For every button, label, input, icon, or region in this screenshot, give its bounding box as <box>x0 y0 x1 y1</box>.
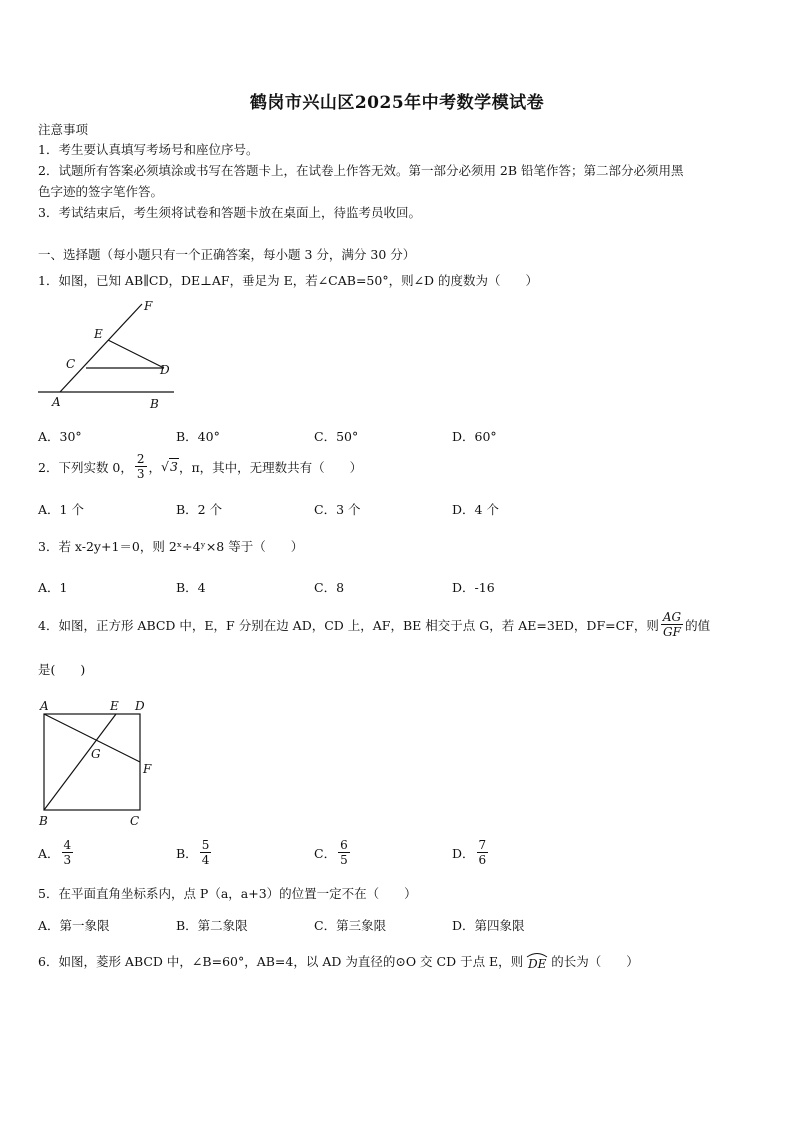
q4-option-b-num: 5 <box>201 838 210 852</box>
notice-heading: 注意事项 <box>38 122 89 137</box>
q3-option-b[interactable]: B．4 <box>176 580 206 595</box>
q4-text-main: 4．如图，正方形 ABCD 中，E，F 分别在边 AD，CD 上，AF，BE 相交于点 G，若 AE=3ED，DF=CF，则 <box>38 617 659 633</box>
label-a: A <box>40 699 49 713</box>
q4-option-c-num: 6 <box>340 838 348 852</box>
question-4-text <box>38 610 710 639</box>
label-c: C <box>66 357 76 371</box>
q4-frac-num: AG <box>662 610 682 624</box>
q4-option-b-label: B． <box>176 845 198 861</box>
line-de <box>108 340 164 368</box>
question-2-text <box>38 452 362 481</box>
q5-option-d[interactable]: D．第四象限 <box>452 918 525 933</box>
q4-option-a-num: 4 <box>63 838 72 852</box>
question-1-figure <box>36 298 176 414</box>
label-d: D <box>160 363 170 377</box>
q1-option-a[interactable]: A．30° <box>38 429 82 444</box>
q4-option-c-den: 5 <box>340 853 348 867</box>
square-abcd <box>44 714 140 810</box>
q5-option-c[interactable]: C．第三象限 <box>314 918 387 933</box>
notice-item-2-cont: 色字迹的签字笔作答。 <box>38 184 164 199</box>
q4-option-a-label: A． <box>38 845 60 861</box>
q4-frac-den: GF <box>663 625 681 639</box>
label-e: E <box>110 699 119 713</box>
q2-fraction <box>135 452 147 481</box>
q6-arc <box>526 952 548 970</box>
label-g: G <box>91 747 101 761</box>
q2-post: ，π，其中，无理数共有（ ） <box>178 459 363 475</box>
label-d: D <box>135 699 145 713</box>
q2-pre: 2．下列实数 0， <box>38 459 133 475</box>
label-a: A <box>52 395 61 409</box>
q6-text-main: 6．如图，菱形 ABCD 中，∠B=60°，AB=4，以 AD 为直径的⊙O 交 CD 于点 E，则 <box>38 954 524 969</box>
q4-option-c-frac <box>338 838 350 867</box>
label-b: B <box>39 814 48 828</box>
q4-fraction <box>661 610 683 639</box>
label-c: C <box>130 814 140 828</box>
q5-option-b[interactable]: B．第二象限 <box>176 918 248 933</box>
question-4-figure <box>36 696 160 830</box>
question-5-text: 5．在平面直角坐标系内，点 P（a，a+3）的位置一定不在（ ） <box>38 886 417 901</box>
notice-item-1: 1．考生要认真填写考场号和座位序号。 <box>38 142 259 157</box>
q4-option-a-den: 3 <box>63 853 72 867</box>
q1-option-c[interactable]: C．50° <box>314 429 359 444</box>
q2-option-a[interactable]: A．1 个 <box>38 502 84 517</box>
q4-option-c[interactable] <box>314 838 352 867</box>
q3-option-a[interactable]: A．1 <box>38 580 68 595</box>
line-af <box>60 304 142 392</box>
notice-item-2: 2．试题所有答案必须填涂或书写在答题卡上，在试卷上作答无效。第一部分必须用 2B 铅笔作答；第二部分必须用黑 <box>38 163 684 178</box>
line-be <box>44 714 116 810</box>
q5-option-a[interactable]: A．第一象限 <box>38 918 110 933</box>
question-6-text <box>38 952 639 970</box>
q3-option-c[interactable]: C．8 <box>314 580 345 595</box>
q4-option-b-frac <box>200 838 212 867</box>
page-title: 鹤岗市兴山区2025年中考数学模试卷 <box>249 93 545 113</box>
q4-option-d-num: 7 <box>478 838 487 852</box>
question-1-text: 1．如图，已知 AB∥CD，DE⊥AF，垂足为 E，若∠CAB=50°，则∠D 的度数为（ ） <box>38 273 539 288</box>
q6-after: 的长为（ ） <box>551 954 639 969</box>
q3-option-d[interactable]: D．-16 <box>452 580 495 595</box>
q4-option-d-den: 6 <box>478 853 487 867</box>
q4-option-d-frac <box>477 838 489 867</box>
q4-after: 的值 <box>685 617 711 633</box>
question-4-line2: 是( ) <box>38 662 86 677</box>
label-b: B <box>150 397 159 411</box>
question-3-text: 3．若 x-2y+1＝0，则 2ˣ÷4ʸ×8 等于（ ） <box>38 539 304 554</box>
q2-frac-num: 2 <box>136 452 145 466</box>
q1-option-b[interactable]: B．40° <box>176 429 220 444</box>
label-f: F <box>144 299 153 313</box>
q4-option-d[interactable] <box>452 838 490 867</box>
q2-frac-den: 3 <box>136 467 145 481</box>
section-heading: 一、选择题（每小题只有一个正确答案，每小题 3 分，满分 30 分） <box>38 247 416 262</box>
q6-arc-label: DE <box>527 957 547 971</box>
q2-option-b[interactable]: B．2 个 <box>176 502 223 517</box>
q2-sqrt: √3 <box>161 459 178 474</box>
q1-option-d[interactable]: D．60° <box>452 429 497 444</box>
q4-option-a[interactable] <box>38 838 75 867</box>
q2-sqrt-val: 3 <box>170 459 178 474</box>
q2-option-d[interactable]: D．4 个 <box>452 502 499 517</box>
q2-sep: ， <box>148 459 162 475</box>
label-f: F <box>143 762 152 776</box>
q4-option-b-den: 4 <box>201 853 210 867</box>
label-e: E <box>94 327 103 341</box>
notice-item-3: 3．考试结束后，考生须将试卷和答题卡放在桌面上，待监考员收回。 <box>38 205 421 220</box>
q2-option-c[interactable]: C．3 个 <box>314 502 361 517</box>
q4-option-a-frac <box>62 838 74 867</box>
q4-option-b[interactable] <box>176 838 213 867</box>
q4-option-c-label: C． <box>314 845 337 861</box>
q4-option-d-label: D． <box>452 845 475 861</box>
